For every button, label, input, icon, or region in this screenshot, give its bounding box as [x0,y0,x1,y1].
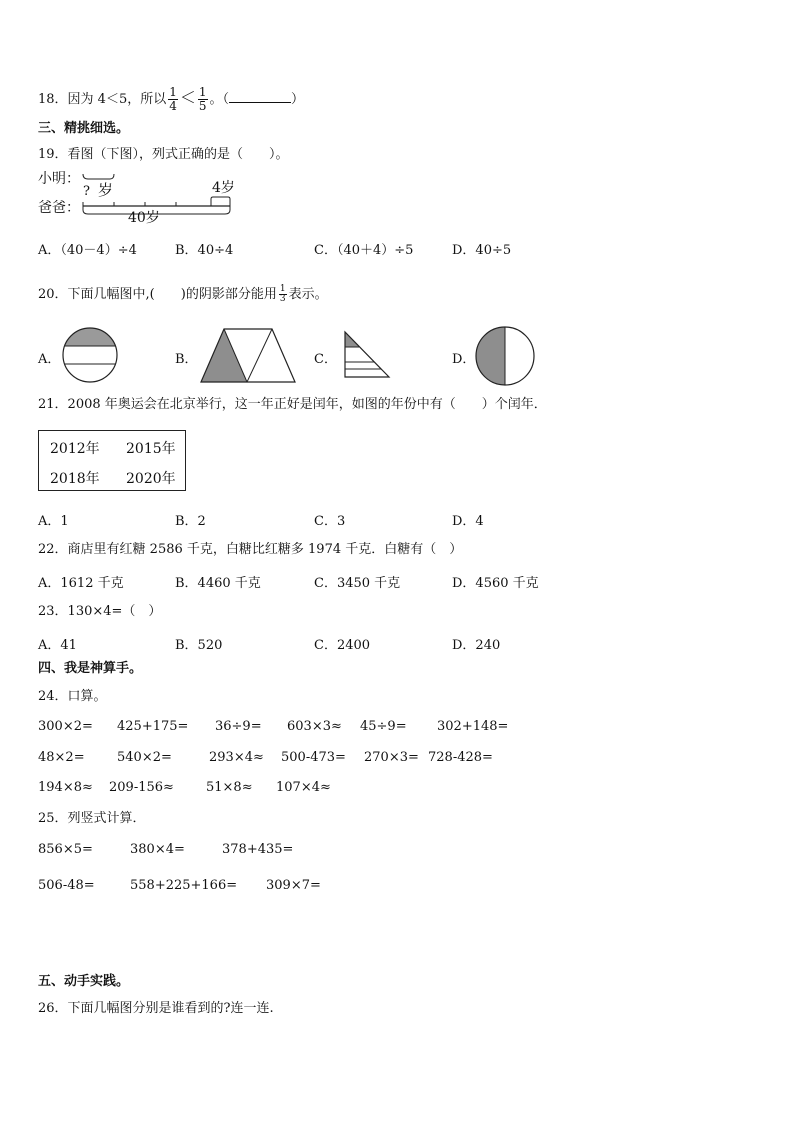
four-years-label: 4岁 [212,180,235,196]
calc-item: 302+148= [437,719,509,734]
section-3-heading: 三、精挑细选。 [38,121,130,136]
q23-option-d[interactable]: D．240 [452,638,501,653]
q22-option-a[interactable]: A．1612 千克 [38,576,124,591]
q21-option-b[interactable]: B．2 [175,514,206,529]
q18-prefix: 18．因为 4＜5，所以 [38,92,167,107]
baba-label: 爸爸： [38,200,80,216]
q20-label-c[interactable]: C． [314,352,337,367]
q21-option-a[interactable]: A．1 [38,514,69,529]
q19-option-c[interactable]: C．（40＋4）÷5 [314,243,414,258]
calc-item: 107×4≈ [276,780,331,795]
question-18: 18．因为 4＜5，所以 $\frac{1}{4}$ ＜ $\frac{1}{5}$ 。（ ） [38,85,305,113]
q23-option-b[interactable]: B．520 [175,638,223,653]
calc-item: 293×4≈ [209,750,264,765]
question-23: 23．130×4=（ ） [38,604,162,619]
figure-c-right-triangle [344,331,394,381]
calc-item: 300×2= [38,719,93,734]
vertical-calc-item: 380×4= [130,842,185,857]
q22-option-d[interactable]: D．4560 千克 [452,576,539,591]
calc-item: 728-428= [428,750,493,765]
question-22: 22．商店里有红糖 2586 千克，白糖比红糖多 1974 千克．白糖有（ ） [38,542,463,557]
q21-option-d[interactable]: D．4 [452,514,484,529]
question-mark-label: ? [83,184,90,199]
forty-years-label: 40岁 [128,210,160,226]
calc-item: 36÷9= [215,719,262,734]
years-box [38,430,186,491]
q19-option-d[interactable]: D．40÷5 [452,243,512,258]
q23-option-c[interactable]: C．2400 [314,638,371,653]
q20-label-a[interactable]: A． [38,352,61,367]
q20-label-d[interactable]: D． [452,352,476,367]
calc-item: 48×2= [38,750,85,765]
vertical-calc-item: 309×7= [266,878,321,893]
question-26: 26．下面几幅图分别是谁看到的?连一连. [38,1001,274,1016]
calc-item: 209-156≈ [109,780,174,795]
q22-option-b[interactable]: B．4460 千克 [175,576,261,591]
question-19: 19．看图（下图），列式正确的是（ ）。 [38,147,289,162]
answer-blank[interactable] [229,90,291,103]
section-4-heading: 四、我是神算手。 [38,661,143,676]
fraction-one-fifth: $\frac{1}{5}$ [198,85,207,113]
year-2012: 2012年 [50,441,100,457]
q22-option-c[interactable]: C．3450 千克 [314,576,401,591]
figure-a-circle-strips [62,327,122,387]
calc-item: 500-473= [281,750,346,765]
question-24: 24．口算。 [38,689,107,704]
question-20: 20．下面几幅图中,( )的阴影部分能用 $\frac{1}{3}$ 表示。 [38,284,328,304]
calc-item: 51×8≈ [206,780,253,795]
less-than-sign: ＜ [179,88,196,107]
fraction-one-third: $\frac{1}{3}$ [279,284,286,304]
figure-d-half-circle [476,326,536,388]
vertical-calc-item: 558+225+166= [130,878,238,893]
calc-item: 45÷9= [360,719,407,734]
fraction-one-quarter: $\frac{1}{4}$ [169,85,177,113]
section-5-heading: 五、动手实践。 [38,974,130,989]
question-25: 25．列竖式计算． [38,811,146,826]
q21-option-c[interactable]: C．3 [314,514,346,529]
xiaoming-label: 小明： [38,171,80,187]
year-2015: 2015年 [126,441,176,457]
vertical-calc-item: 506-48= [38,878,95,893]
q20-label-b[interactable]: B． [175,352,198,367]
vertical-calc-item: 378+435= [222,842,294,857]
calc-item: 540×2= [117,750,172,765]
calc-item: 194×8≈ [38,780,93,795]
calc-item: 603×3≈ [287,719,342,734]
calc-item: 270×3= [364,750,419,765]
sui-label: 岁 [98,181,114,199]
figure-b-parallelogram [200,328,300,384]
q19-option-b[interactable]: B．40÷4 [175,243,234,258]
q23-option-a[interactable]: A．41 [38,638,77,653]
year-2018: 2018年 [50,471,100,487]
q19-option-a[interactable]: A．（40－4）÷4 [38,243,137,258]
vertical-calc-item: 856×5= [38,842,93,857]
calc-item: 425+175= [117,719,189,734]
year-2020: 2020年 [126,471,176,487]
question-21: 21．2008 年奥运会在北京举行，这一年正好是闰年，如图的年份中有（ ）个闰年． [38,397,547,412]
